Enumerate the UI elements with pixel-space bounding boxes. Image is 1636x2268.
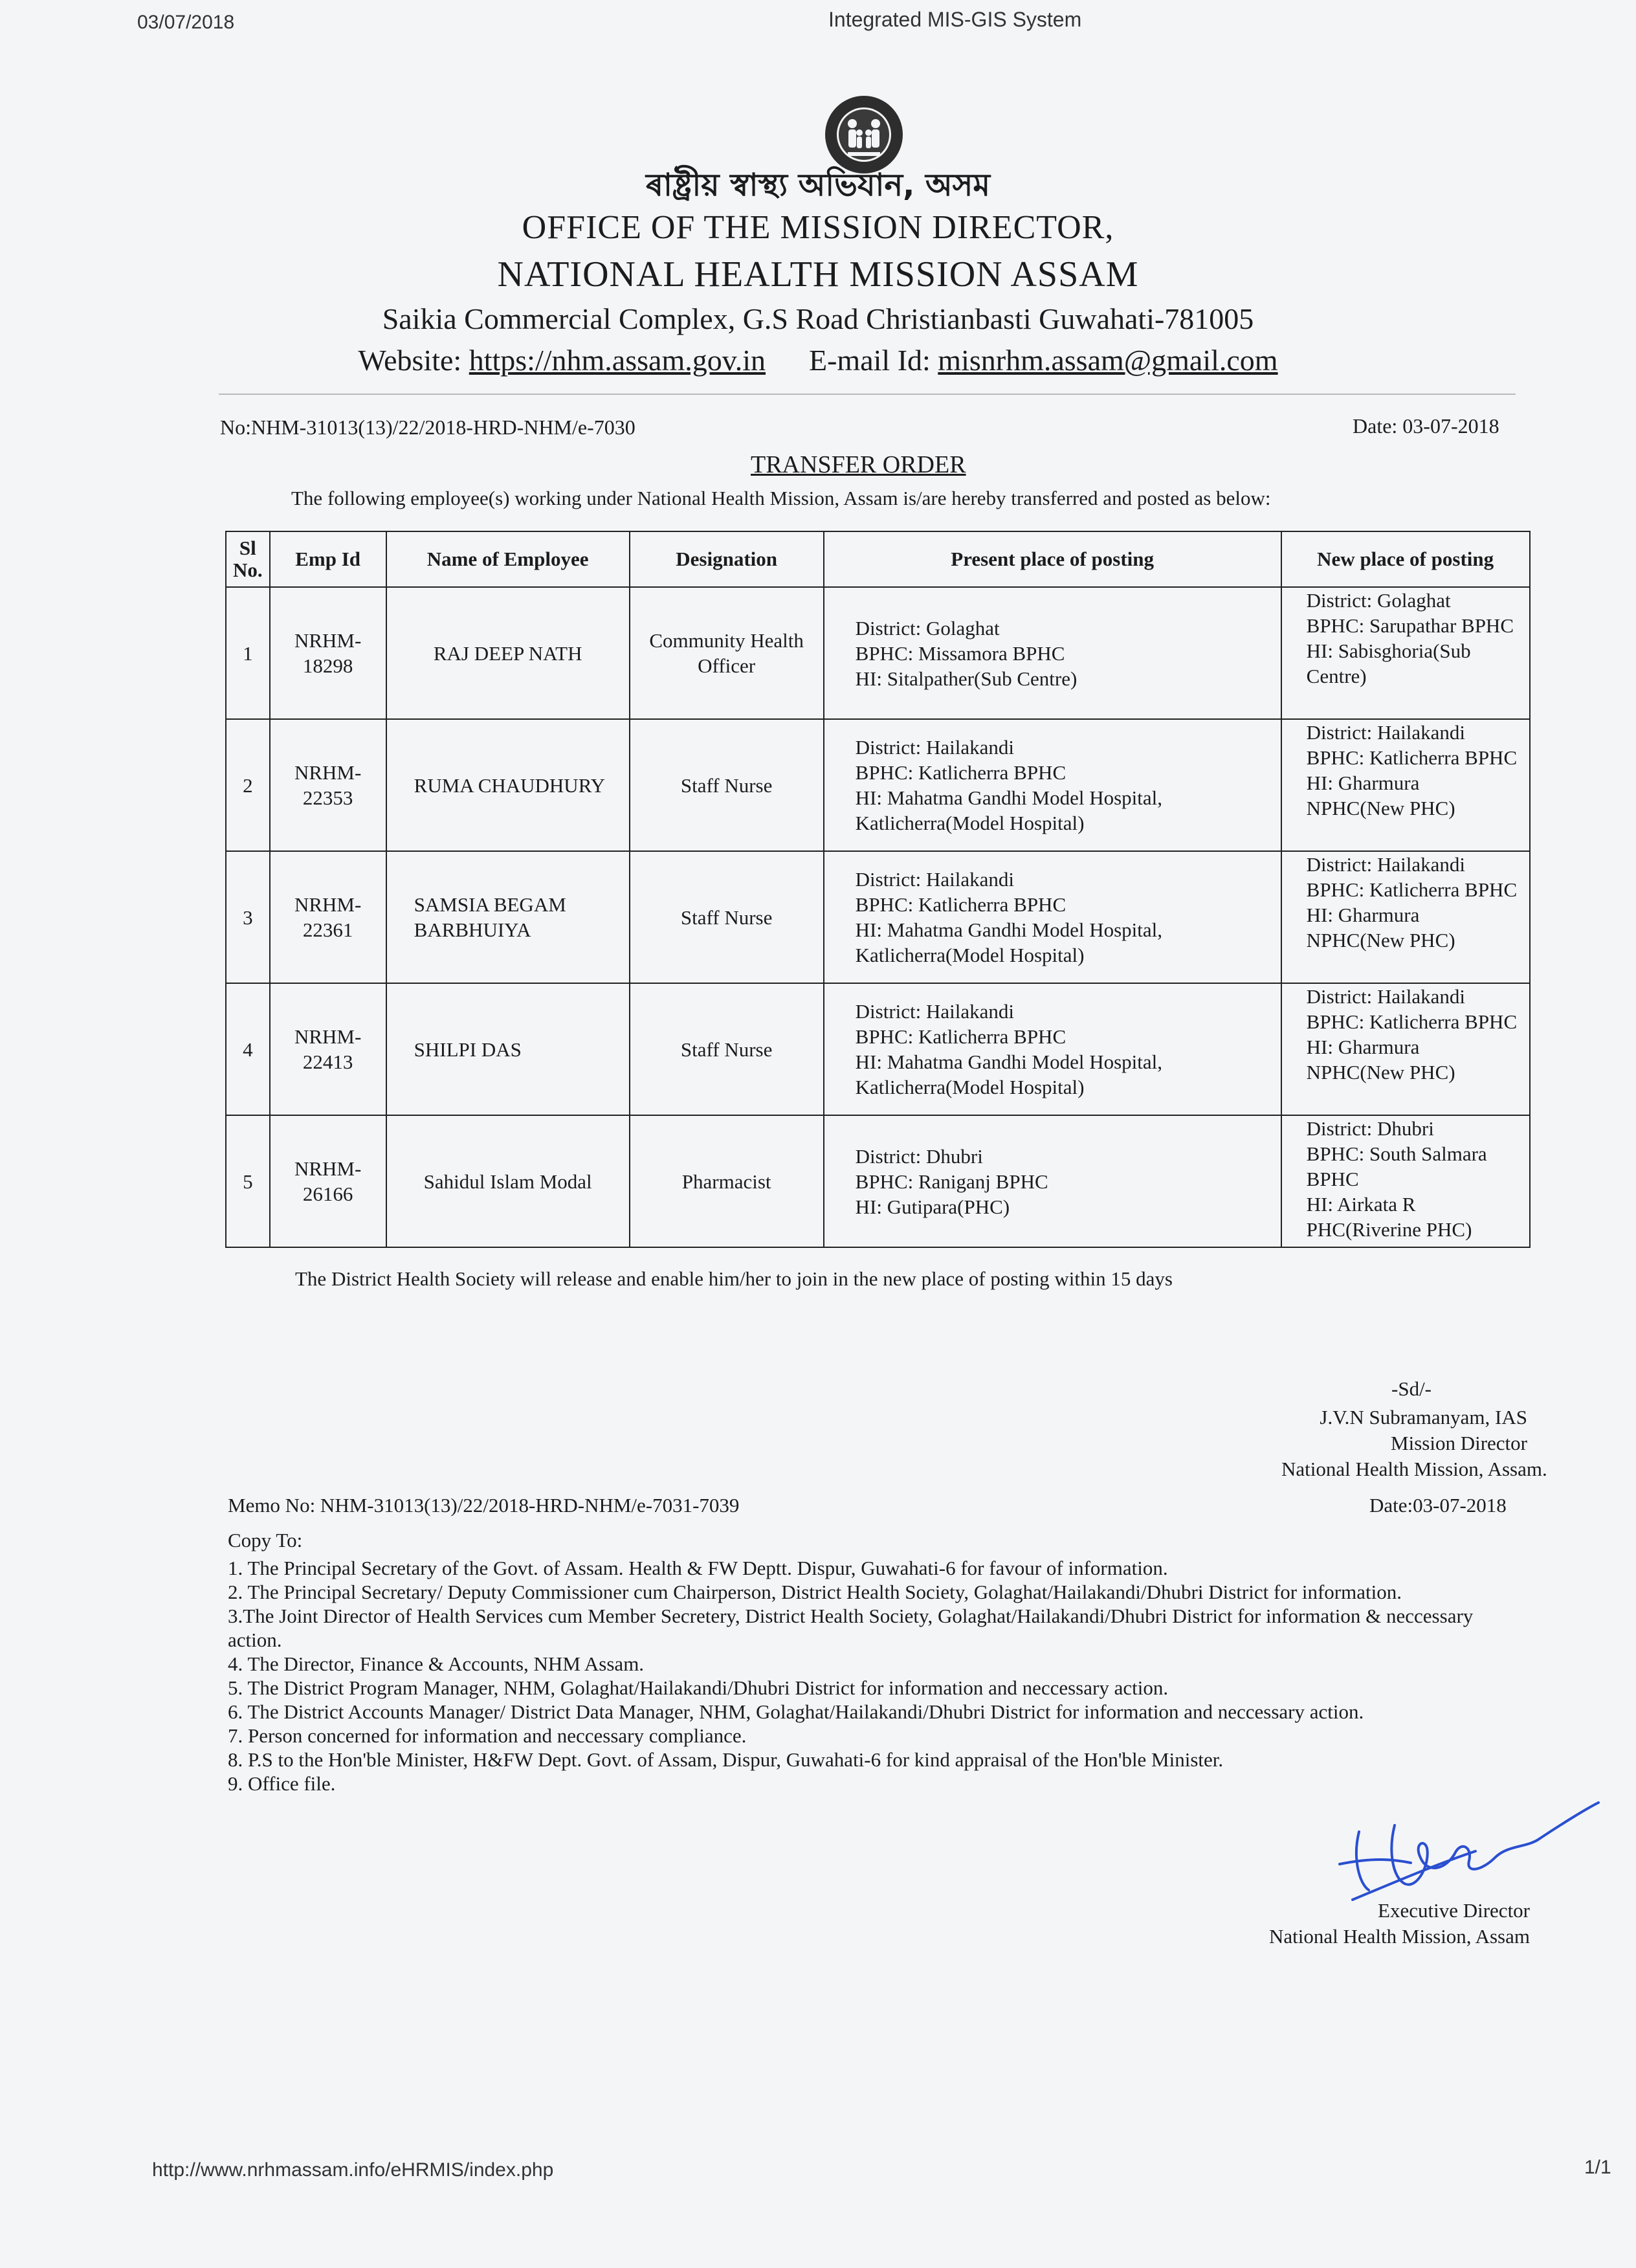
cell-sl: 3 — [226, 851, 270, 983]
cell-designation: Community Health Officer — [630, 587, 824, 719]
table-row — [226, 719, 1530, 851]
executive-org: National Health Mission, Assam — [1269, 1925, 1530, 1948]
table-row — [226, 851, 1530, 983]
email-label: E-mail Id: — [809, 344, 931, 377]
executive-block — [1217, 1898, 1530, 1950]
table-header-row — [226, 531, 1530, 587]
cell-present-posting: District: Golaghat BPHC: Missamora BPHC HI: Sitalpather(Sub Centre) — [824, 587, 1281, 719]
table-row — [226, 983, 1530, 1115]
cell-designation: Staff Nurse — [630, 983, 824, 1115]
cell-sl: 2 — [226, 719, 270, 851]
cell-emp-id: NRHM-22353 — [270, 719, 386, 851]
cell-new-posting: District: Hailakandi BPHC: Katlicherra BPHC HI: Gharmura NPHC(New PHC) — [1281, 719, 1530, 851]
cell-new-posting: District: Hailakandi BPHC: Katlicherra BPHC HI: Gharmura NPHC(New PHC) — [1281, 983, 1530, 1115]
letterhead-bengali-title: ৰাষ্ট্ৰীয় স্বাস্থ্য অভিযান, অসম — [646, 167, 990, 203]
order-number: No:NHM-31013(13)/22/2018-HRD-NHM/e-7030 — [220, 416, 636, 439]
col-header-designation: Designation — [630, 531, 824, 587]
letterhead-org-line: NATIONAL HEALTH MISSION ASSAM — [497, 254, 1139, 295]
letterhead-office-line: OFFICE OF THE MISSION DIRECTOR, — [522, 209, 1114, 246]
col-header-emp-id: Emp Id — [270, 531, 386, 587]
table-row — [226, 1115, 1530, 1247]
cell-new-posting: District: Golaghat BPHC: Sarupathar BPHC HI: Sabisghoria(Sub Centre) — [1281, 587, 1530, 719]
list-item: 7. Person concerned for information and neccessary compliance. — [228, 1724, 747, 1747]
col-header-present-posting: Present place of posting — [824, 531, 1281, 587]
cell-name: SAMSIA BEGAM BARBHUIYA — [386, 851, 630, 983]
signatory-block — [1281, 1405, 1547, 1482]
col-header-name: Name of Employee — [386, 531, 630, 587]
cell-name: RAJ DEEP NATH — [386, 587, 630, 719]
list-item: 1. The Principal Secretary of the Govt. of Assam. Health & FW Deptt. Dispur, Guwahati-6 for favour of information. — [228, 1557, 1168, 1579]
executive-title: Executive Director — [1378, 1899, 1530, 1922]
cell-emp-id: NRHM-22361 — [270, 851, 386, 983]
copy-to-list — [228, 1556, 1529, 1796]
col-header-new-posting: New place of posting — [1281, 531, 1530, 587]
order-intro: The following employee(s) working under National Health Mission, Assam is/are hereby transferred and posted as below: — [291, 487, 1271, 509]
signatory-org: National Health Mission, Assam. — [1281, 1458, 1547, 1480]
list-item: 9. Office file. — [228, 1772, 336, 1795]
cell-designation: Staff Nurse — [630, 719, 824, 851]
cell-new-posting: District: Hailakandi BPHC: Katlicherra BPHC HI: Gharmura NPHC(New PHC) — [1281, 851, 1530, 983]
cell-name: SHILPI DAS — [386, 983, 630, 1115]
footer-page-number: 1/1 — [1584, 2157, 1611, 2178]
signed-mark: -Sd/- — [1391, 1377, 1432, 1400]
cell-designation: Staff Nurse — [630, 851, 824, 983]
cell-present-posting: District: Dhubri BPHC: Raniganj BPHC HI: Gutipara(PHC) — [824, 1115, 1281, 1247]
print-date: 03/07/2018 — [137, 12, 235, 33]
transfer-table — [225, 531, 1531, 1248]
cell-name: RUMA CHAUDHURY — [386, 719, 630, 851]
website-label: Website: — [358, 344, 462, 377]
col-header-sl: Sl No. — [226, 531, 270, 587]
cell-designation: Pharmacist — [630, 1115, 824, 1247]
order-title: TRANSFER ORDER — [751, 451, 966, 478]
letterhead-address: Saikia Commercial Complex, G.S Road Christianbasti Guwahati-781005 — [382, 302, 1254, 335]
signatory-name: J.V.N Subramanyam, IAS — [1320, 1406, 1527, 1429]
list-item: 2. The Principal Secretary/ Deputy Commissioner cum Chairperson, District Health Society, Golaghat/Hailakandi/Dhubri District for information. — [228, 1581, 1402, 1603]
cell-emp-id: NRHM-22413 — [270, 983, 386, 1115]
cell-sl: 4 — [226, 983, 270, 1115]
footer-url: http://www.nrhmassam.info/eHRMIS/index.php — [152, 2159, 554, 2181]
list-item: 4. The Director, Finance & Accounts, NHM Assam. — [228, 1652, 645, 1675]
list-item: 5. The District Program Manager, NHM, Golaghat/Hailakandi/Dhubri District for information and neccessary action. — [228, 1676, 1169, 1699]
cell-sl: 1 — [226, 587, 270, 719]
list-item: 8. P.S to the Hon'ble Minister, H&FW Dept. Govt. of Assam, Dispur, Guwahati-6 for kind appraisal of the Hon'ble Minister. — [228, 1748, 1224, 1771]
list-item: 6. The District Accounts Manager/ District Data Manager, NHM, Golaghat/Hailakandi/Dhubri District for information and neccessary action. — [228, 1700, 1364, 1723]
signatory-title: Mission Director — [1391, 1432, 1527, 1454]
cell-present-posting: District: Hailakandi BPHC: Katlicherra BPHC HI: Mahatma Gandhi Model Hospital, Katlicherra(Model Hospital) — [824, 983, 1281, 1115]
letterhead-contact — [0, 343, 1636, 377]
cell-emp-id: NRHM-26166 — [270, 1115, 386, 1247]
letterhead-divider — [219, 394, 1516, 395]
order-date: Date: 03-07-2018 — [1353, 414, 1499, 438]
cell-sl: 5 — [226, 1115, 270, 1247]
release-note: The District Health Society will release and enable him/her to join in the new place of posting within 15 days — [295, 1267, 1173, 1290]
handwritten-signature — [1333, 1786, 1605, 1909]
list-item: 3.The Joint Director of Health Services cum Member Secretery, District Health Society, Golaghat/Hailakandi/Dhubri District for information & neccessary action. — [228, 1605, 1474, 1651]
cell-new-posting: District: Dhubri BPHC: South Salmara BPHC HI: Airkata R PHC(Riverine PHC) — [1281, 1115, 1530, 1247]
copy-to-label: Copy To: — [228, 1529, 303, 1551]
print-system-title: Integrated MIS-GIS System — [828, 8, 1082, 31]
email-link[interactable]: misnrhm.assam@gmail.com — [938, 344, 1278, 377]
cell-present-posting: District: Hailakandi BPHC: Katlicherra BPHC HI: Mahatma Gandhi Model Hospital, Katlicherra(Model Hospital) — [824, 851, 1281, 983]
cell-emp-id: NRHM-18298 — [270, 587, 386, 719]
cell-name: Sahidul Islam Modal — [386, 1115, 630, 1247]
table-row — [226, 587, 1530, 719]
website-link[interactable]: https://nhm.assam.gov.in — [469, 344, 766, 377]
memo-number: Memo No: NHM-31013(13)/22/2018-HRD-NHM/e-7031-7039 — [228, 1494, 740, 1517]
memo-date: Date:03-07-2018 — [1369, 1494, 1507, 1517]
cell-present-posting: District: Hailakandi BPHC: Katlicherra BPHC HI: Mahatma Gandhi Model Hospital, Katlicherra(Model Hospital) — [824, 719, 1281, 851]
